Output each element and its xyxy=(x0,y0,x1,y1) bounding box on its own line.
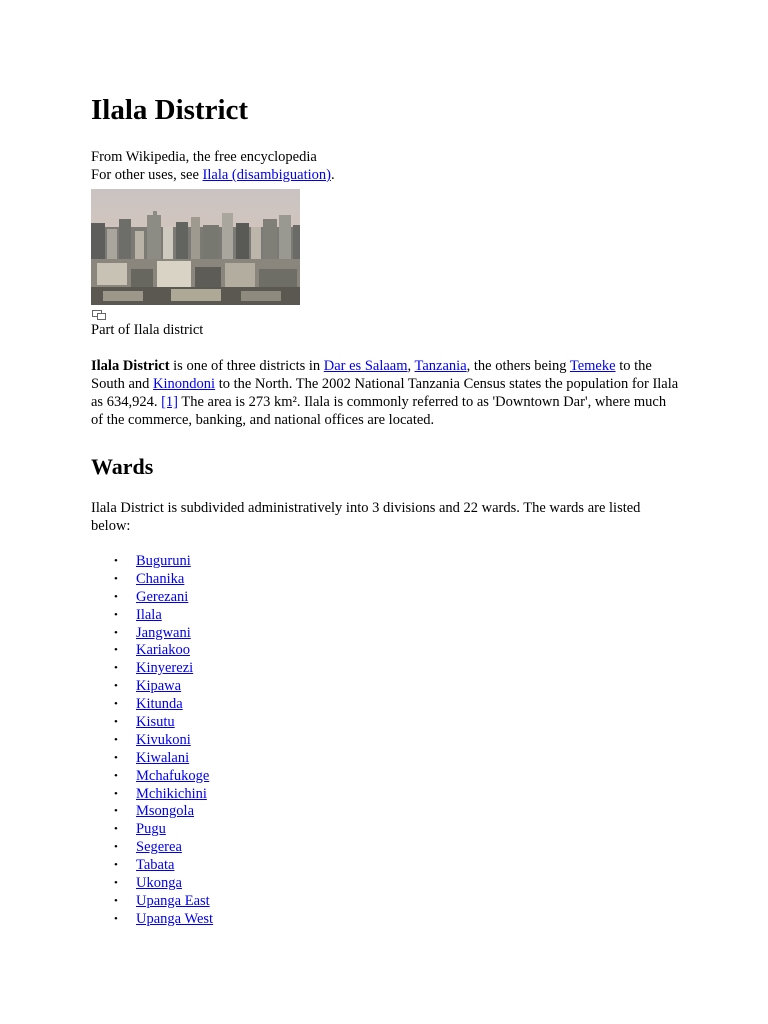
bullet: • xyxy=(114,823,118,836)
list-item xyxy=(114,678,691,696)
bullet: • xyxy=(114,769,118,782)
ward-link[interactable]: Tabata xyxy=(136,857,175,874)
ward-link[interactable]: Mchafukoge xyxy=(136,767,210,784)
bullet: • xyxy=(114,805,118,818)
ward-link[interactable]: Pugu xyxy=(136,821,166,838)
bullet: • xyxy=(114,680,118,693)
ward-link[interactable]: Msongola xyxy=(136,803,194,820)
bullet: • xyxy=(114,912,118,925)
list-item xyxy=(114,553,691,571)
ward-link[interactable]: Kipawa xyxy=(136,678,182,695)
wards-description: Ilala District is subdivided administratively into 3 divisions and 22 wards. The wards are listed below: xyxy=(91,500,641,534)
kinondoni-link[interactable]: Kinondoni xyxy=(153,376,216,392)
bullet: • xyxy=(114,662,118,675)
dar-es-salaam-link[interactable]: Dar es Salaam xyxy=(323,358,408,374)
list-item xyxy=(114,821,691,839)
list-item xyxy=(114,624,691,643)
tanzania-link[interactable]: Tanzania xyxy=(414,358,467,374)
intro-text: to the North. The 2002 National Tanzania Census states the population for Ilala as 634,924. xyxy=(91,376,679,410)
temeke-link[interactable]: Temeke xyxy=(569,358,616,374)
bullet: • xyxy=(114,733,118,746)
bullet: • xyxy=(114,894,118,907)
bullet: • xyxy=(114,841,118,854)
bullet: • xyxy=(114,572,118,585)
image-caption: Part of Ilala district xyxy=(91,322,204,338)
intro-text: is one of three districts in xyxy=(169,358,324,374)
ward-link[interactable]: Upanga West xyxy=(136,910,214,927)
ward-link[interactable]: Buguruni xyxy=(136,553,191,569)
bullet: • xyxy=(114,608,118,621)
list-item xyxy=(114,749,691,768)
list-item xyxy=(114,588,691,607)
reference-link[interactable]: [1] xyxy=(161,394,179,410)
intro-bold-term: Ilala District xyxy=(91,358,170,374)
bullet: • xyxy=(114,716,118,729)
intro-text: , the others being xyxy=(466,358,570,374)
list-item xyxy=(114,642,691,660)
bullet: • xyxy=(114,644,118,657)
intro-text: to the South and xyxy=(91,358,652,392)
ward-link[interactable]: Kiwalani xyxy=(136,749,190,766)
list-item xyxy=(114,731,691,750)
list-item xyxy=(114,660,691,678)
bullet: • xyxy=(114,590,118,603)
list-item xyxy=(114,875,691,893)
ward-link[interactable]: Segerea xyxy=(136,839,182,856)
bullet: • xyxy=(114,859,118,872)
ward-link[interactable]: Kivukoni xyxy=(136,731,191,748)
list-item xyxy=(114,803,691,821)
ward-link[interactable]: Gerezani xyxy=(136,588,189,605)
bullet: • xyxy=(114,555,118,567)
city-skyline-image[interactable] xyxy=(91,189,300,305)
ward-link[interactable]: Upanga East xyxy=(136,892,210,909)
ward-link[interactable]: Kitunda xyxy=(136,696,183,713)
bullet: • xyxy=(114,751,118,764)
ward-link[interactable]: Kariakoo xyxy=(136,642,190,659)
intro-text: , xyxy=(407,358,415,374)
list-item xyxy=(114,785,691,804)
list-item xyxy=(114,857,691,875)
ward-link[interactable]: Mchikichini xyxy=(136,785,207,802)
ward-link[interactable]: Ilala xyxy=(136,606,162,623)
ward-link[interactable]: Kisutu xyxy=(136,714,175,731)
bullet: • xyxy=(114,626,118,639)
list-item xyxy=(114,892,691,911)
bullet: • xyxy=(114,787,118,800)
list-item xyxy=(114,696,691,714)
ward-link[interactable]: Jangwani xyxy=(136,624,191,641)
hatnote xyxy=(91,166,691,184)
magnify-clip-icon[interactable] xyxy=(91,309,107,321)
list-item xyxy=(114,570,691,589)
list-item xyxy=(114,767,691,786)
ward-link[interactable]: Ukonga xyxy=(136,875,182,892)
list-item xyxy=(114,910,691,929)
hatnote-prefix: For other uses, see xyxy=(91,167,203,183)
list-item xyxy=(114,714,691,732)
ward-link[interactable]: Kinyerezi xyxy=(136,660,194,677)
bullet: • xyxy=(114,698,118,711)
site-subtitle: From Wikipedia, the free encyclopedia xyxy=(91,149,317,165)
wards-heading: Wards xyxy=(91,454,154,479)
page-title: Ilala District xyxy=(91,94,249,126)
intro-paragraph xyxy=(91,357,681,429)
list-item xyxy=(114,606,691,625)
intro-text: The area is 273 km². Ilala is commonly referred to as 'Downtown Dar', where much of the commerce, banking, and national offices are located. xyxy=(91,394,667,428)
ward-link[interactable]: Chanika xyxy=(136,570,185,587)
disambiguation-link[interactable]: Ilala (disambiguation) xyxy=(202,167,331,183)
wards-list xyxy=(91,553,691,929)
bullet: • xyxy=(114,877,118,890)
hatnote-suffix: . xyxy=(331,167,335,183)
list-item xyxy=(114,839,691,857)
